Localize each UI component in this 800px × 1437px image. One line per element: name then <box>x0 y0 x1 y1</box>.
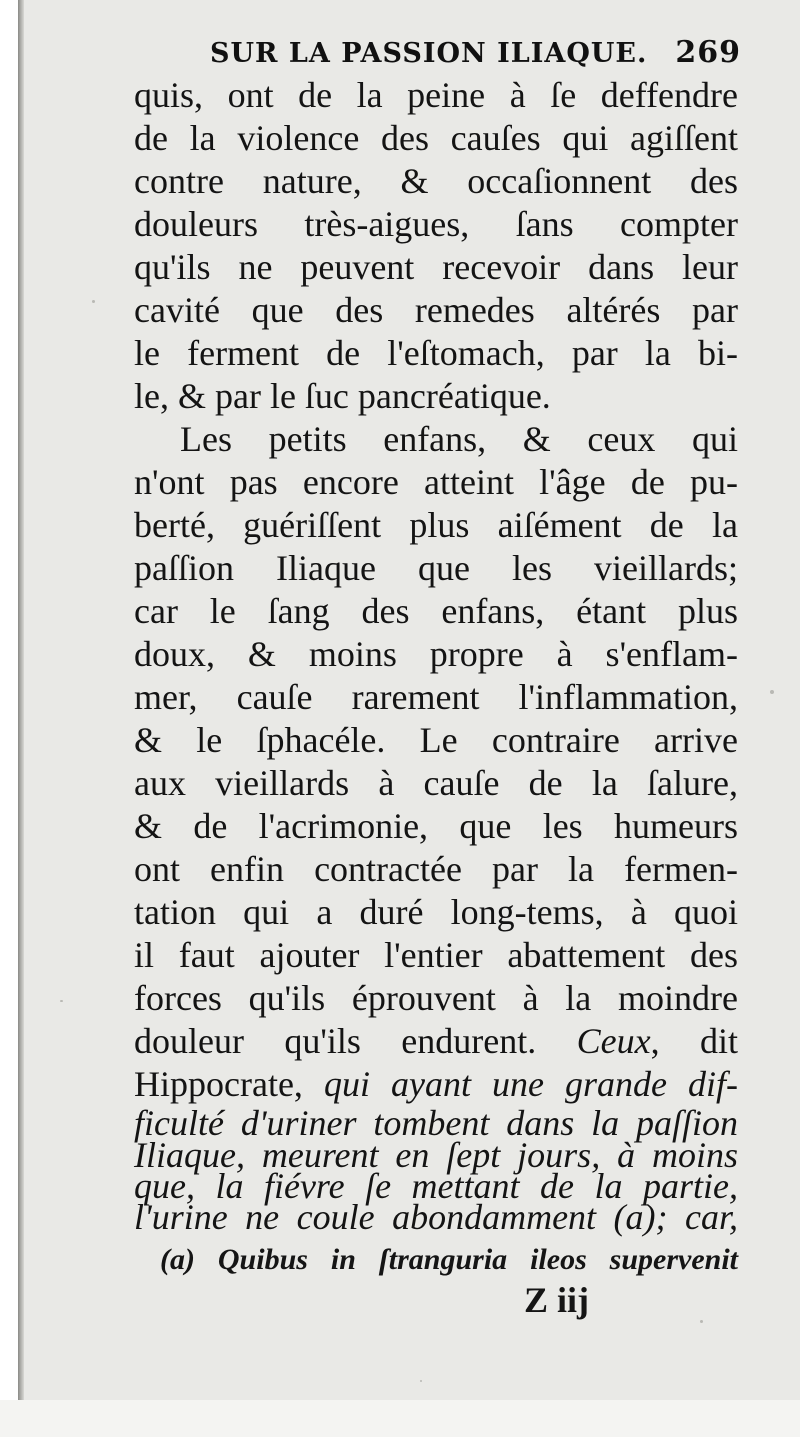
text-line: quis, ont de la peine à ſe deffendre <box>134 75 738 115</box>
paper-speck <box>420 1380 422 1382</box>
quotation-line: ficulté d'uriner tombent dans la paſſion <box>134 1103 738 1143</box>
paper-speck <box>60 1000 63 1002</box>
paper-speck <box>770 690 774 694</box>
text-line: douleurs très-aigues, ſans compter <box>134 204 738 244</box>
text-segment: douleur qu'ils endurent. <box>134 1021 537 1061</box>
text-line: le, & par le ſuc pancréatique. <box>134 376 551 416</box>
text-line: de la violence des cauſes qui agiſſent <box>134 118 738 158</box>
page-margin-bottom <box>0 1400 800 1437</box>
text-line: contre nature, & occaſionnent des <box>134 161 738 201</box>
text-segment: , dit <box>650 1021 738 1061</box>
text-line: ont enfin contractée par la fermen- <box>134 849 738 889</box>
gutter-shadow <box>18 0 24 1437</box>
page-margin-left <box>0 0 20 1437</box>
quotation-line: l'urine ne coule abondamment (a); car, <box>134 1197 738 1237</box>
text-line: mer, cauſe rarement l'inflammation, <box>134 677 738 717</box>
text-line: paſſion Iliaque que les vieillards; <box>134 548 738 588</box>
text-line: berté, guériſſent plus aiſément de la <box>134 505 738 545</box>
text-line: & de l'acrimonie, que les humeurs <box>134 806 738 846</box>
running-header <box>210 35 800 75</box>
quotation-line: que, la fiévre ſe mettant de la partie, <box>134 1166 738 1206</box>
text-line <box>134 1020 738 1062</box>
text-line: cavité que des remedes altérés par <box>134 290 738 330</box>
footnote: (a) Quibus in ſtranguria ileos supervenit <box>160 1243 738 1276</box>
paper-speck <box>92 300 95 303</box>
text-line: n'ont pas encore atteint l'âge de pu- <box>134 462 738 502</box>
page-number: 269 <box>675 35 741 70</box>
signature-mark: Z iij <box>524 1280 590 1320</box>
text-line: le ferment de l'eſtomach, par la bi- <box>134 333 738 373</box>
text-line <box>134 1063 738 1105</box>
italic-segment: Ceux <box>576 1021 651 1061</box>
running-title: SUR LA PASSION ILIAQUE. <box>210 38 648 69</box>
text-line: aux vieillards à cauſe de la ſalure, <box>134 763 738 803</box>
text-line: & le ſphacéle. Le contraire arrive <box>134 720 738 760</box>
paragraph-first-line: Les petits enfans, & ceux qui <box>180 419 738 459</box>
quotation-line: Iliaque, meurent en ſept jours, à moins <box>134 1135 738 1175</box>
text-line: forces qu'ils éprouvent à la moindre <box>134 978 738 1018</box>
text-line: il faut ajouter l'entier abattement des <box>134 935 738 975</box>
text-line: car le ſang des enfans, étant plus <box>134 591 738 631</box>
italic-segment: qui ayant une grande dif- <box>323 1064 738 1104</box>
text-segment: Hippocrate, <box>134 1064 303 1104</box>
text-line: tation qui a duré long-tems, à quoi <box>134 892 738 932</box>
paper-speck <box>700 1320 703 1323</box>
text-line: doux, & moins propre à s'enflam- <box>134 634 738 674</box>
text-line: qu'ils ne peuvent recevoir dans leur <box>134 247 738 287</box>
